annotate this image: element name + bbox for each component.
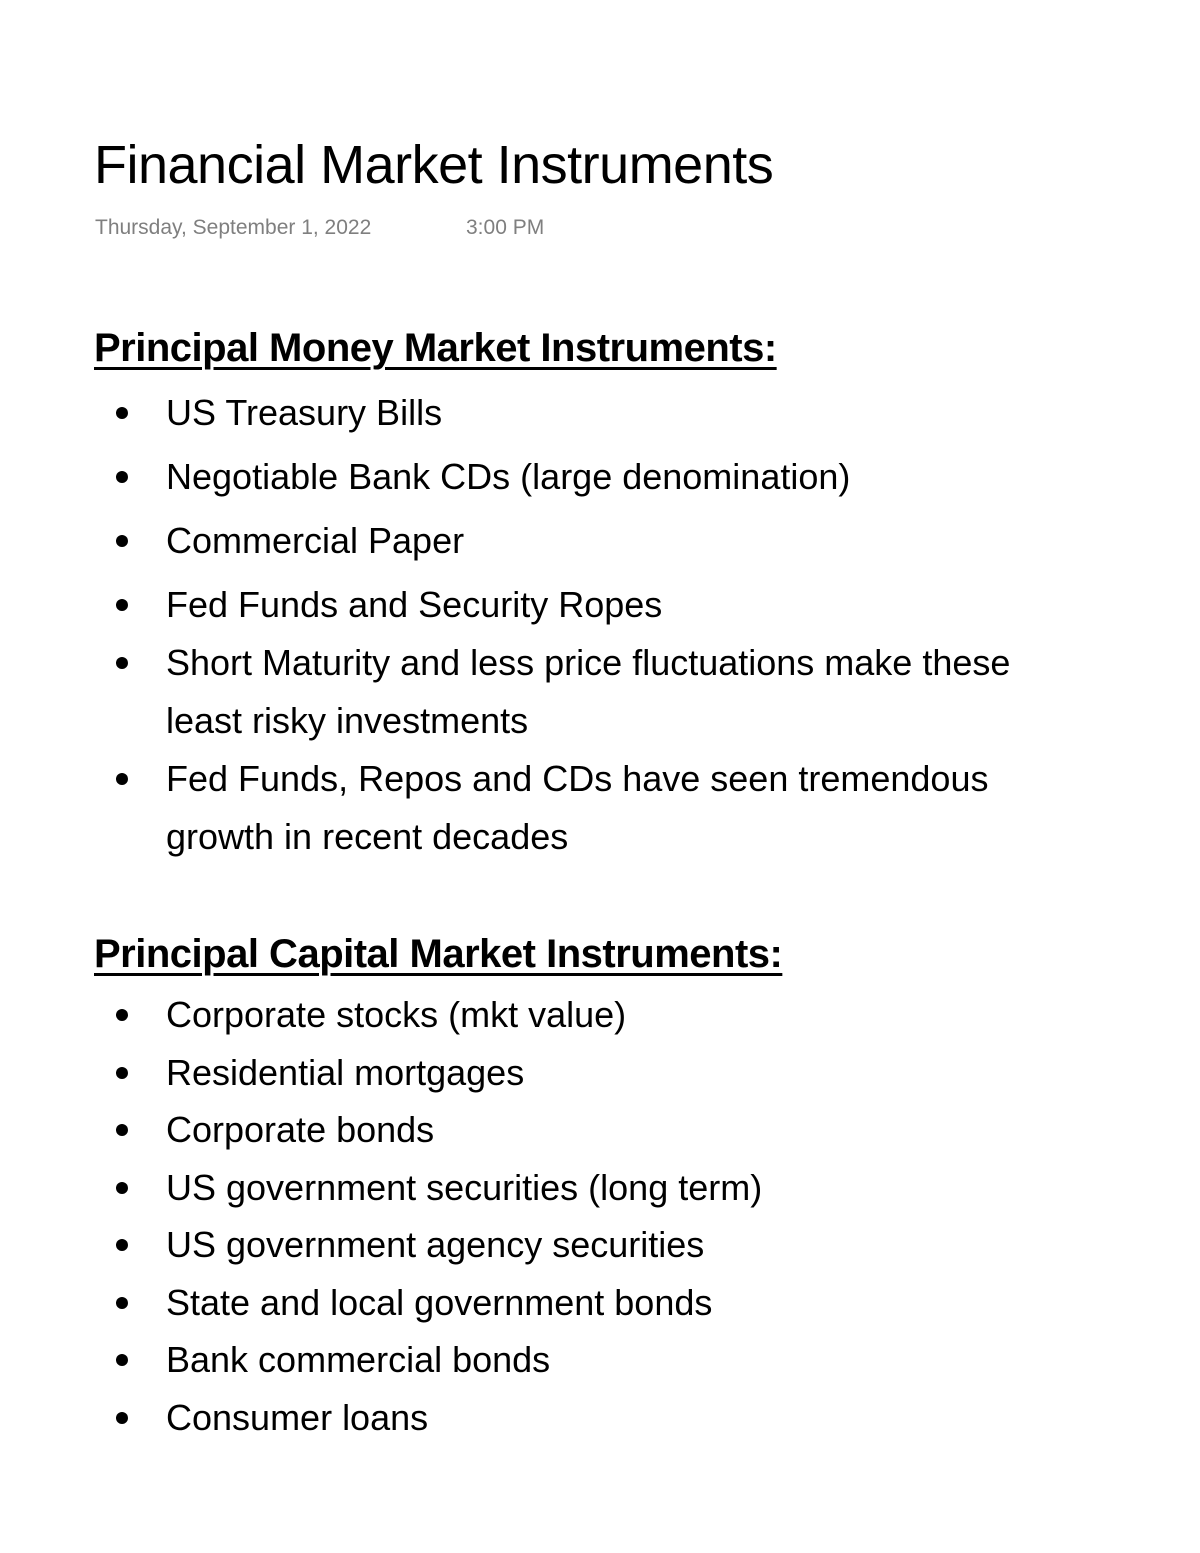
capital-market-heading: Principal Capital Market Instruments: xyxy=(94,932,783,976)
capital-market-list xyxy=(94,986,1086,1446)
capital-market-section xyxy=(94,928,1086,1446)
note-date: Thursday, September 1, 2022 xyxy=(95,216,372,239)
list-item-text: Fed Funds and Security Ropes xyxy=(166,584,663,625)
bullet-icon xyxy=(116,599,128,611)
list-item-text: State and local government bonds xyxy=(166,1281,713,1323)
list-item-text: US government agency securities xyxy=(166,1224,705,1265)
list-item xyxy=(94,986,1086,1044)
list-item xyxy=(94,384,1086,442)
bullet-icon xyxy=(116,657,128,669)
list-item xyxy=(94,576,1086,634)
list-item-text: Negotiable Bank CDs (large denomination) xyxy=(166,456,851,497)
list-item xyxy=(94,1389,1086,1447)
list-item xyxy=(94,1274,1086,1332)
bullet-icon xyxy=(116,1067,128,1079)
money-market-list xyxy=(94,384,1086,866)
list-item-text: Short Maturity and less price fluctuations make these least risky investments xyxy=(166,642,1011,741)
list-item xyxy=(94,512,1086,570)
bullet-icon xyxy=(116,1009,128,1021)
list-item-text: Bank commercial bonds xyxy=(166,1339,551,1380)
bullet-icon xyxy=(116,535,128,547)
bullet-icon xyxy=(116,1297,128,1309)
list-item-text: Commercial Paper xyxy=(166,520,465,561)
bullet-icon xyxy=(116,773,128,785)
bullet-icon xyxy=(116,407,128,419)
note-timestamp xyxy=(95,214,545,242)
list-item-text: US government securities (long term) xyxy=(166,1166,763,1208)
list-item-text: Corporate bonds xyxy=(166,1109,435,1150)
list-item-text: Consumer loans xyxy=(166,1396,429,1438)
list-item xyxy=(94,1101,1086,1159)
list-item xyxy=(94,1216,1086,1274)
list-item xyxy=(94,448,1086,506)
list-item xyxy=(94,1159,1086,1217)
list-item xyxy=(94,634,1086,750)
money-market-section xyxy=(94,322,1086,866)
bullet-icon xyxy=(116,1412,128,1424)
list-item-text: US Treasury Bills xyxy=(166,392,443,433)
list-item-text: Fed Funds, Repos and CDs have seen tremendous growth in recent decades xyxy=(166,758,989,857)
bullet-icon xyxy=(116,1182,128,1194)
list-item-text: Corporate stocks (mkt value) xyxy=(166,994,627,1035)
money-market-heading: Principal Money Market Instruments: xyxy=(94,326,777,370)
list-item xyxy=(94,750,1086,866)
page-title: Financial Market Instruments xyxy=(94,135,774,195)
bullet-icon xyxy=(116,1239,128,1251)
bullet-icon xyxy=(116,1124,128,1136)
bullet-icon xyxy=(116,471,128,483)
list-item xyxy=(94,1331,1086,1389)
note-time: 3:00 PM xyxy=(466,216,545,239)
list-item-text: Residential mortgages xyxy=(166,1051,525,1093)
bullet-icon xyxy=(116,1354,128,1366)
list-item xyxy=(94,1044,1086,1102)
